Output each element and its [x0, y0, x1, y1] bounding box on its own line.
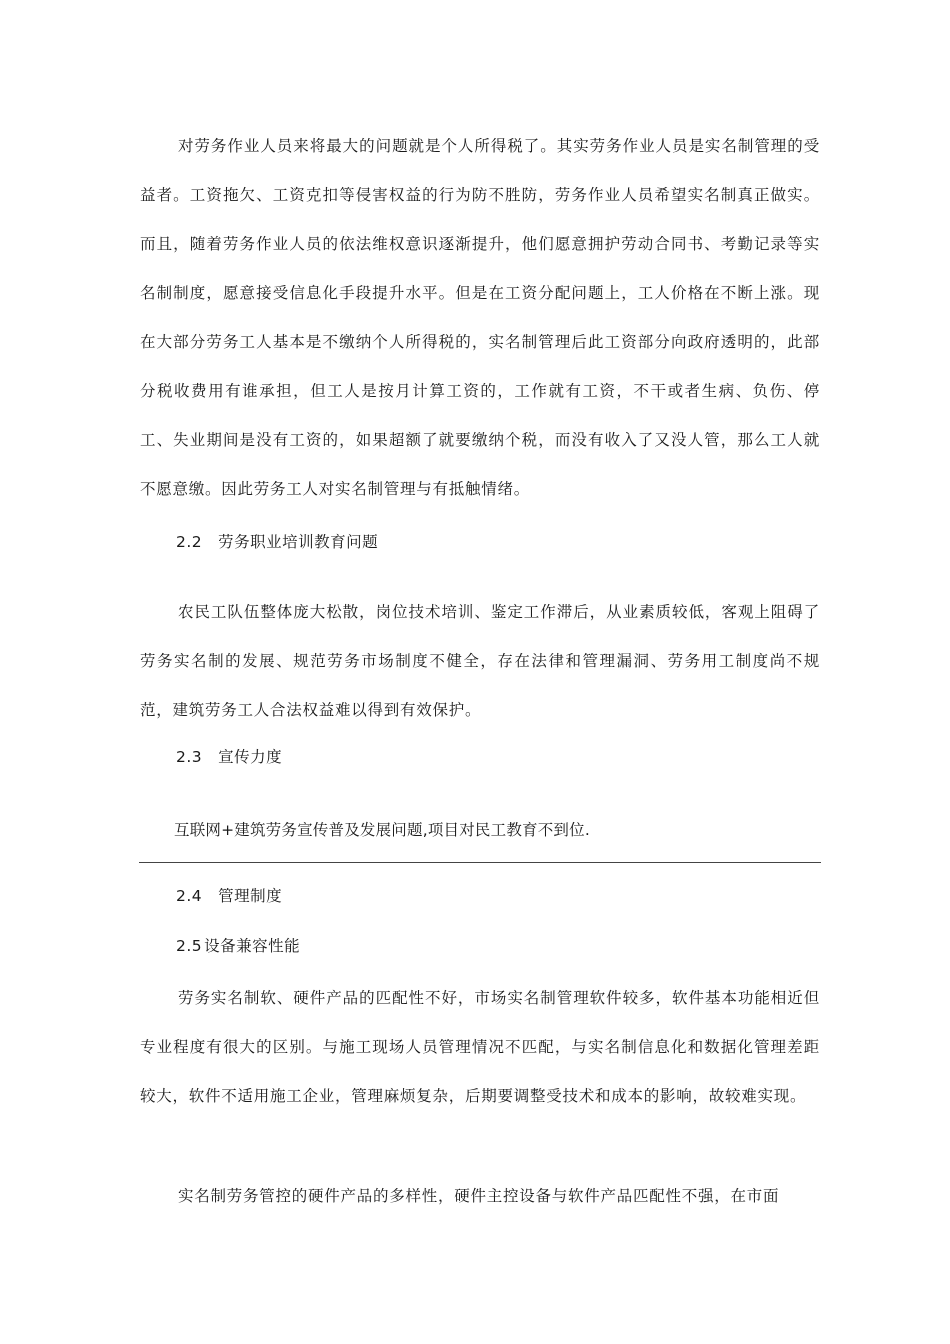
heading-2-5	[176, 936, 300, 956]
horizontal-divider	[139, 862, 821, 863]
paragraph-training: 农民工队伍整体庞大松散，岗位技术培训、鉴定工作滞后，从业素质较低，客观上阻碍了劳务实名制的发展、规范劳务市场制度不健全，存在法律和管理漏洞、劳务用工制度尚不规范，建筑劳务工人合法权益难以得到有效保护。	[140, 603, 820, 719]
paragraph-hardware: 实名制劳务管控的硬件产品的多样性，硬件主控设备与软件产品匹配性不强，在市面	[178, 1187, 780, 1205]
heading-number: 2.5	[176, 937, 203, 955]
heading-2-3	[176, 747, 282, 767]
heading-title: 管理制度	[218, 887, 283, 905]
heading-2-2	[176, 532, 378, 552]
paragraph-publicity: 互联网+建筑劳务宣传普及发展问题,项目对民工教育不到位.	[174, 821, 590, 839]
heading-number: 2.2	[176, 533, 203, 551]
heading-2-4	[176, 886, 282, 906]
heading-title: 劳务职业培训教育问题	[218, 533, 379, 551]
heading-title: 设备兼容性能	[204, 937, 301, 955]
paragraph-income-tax: 对劳务作业人员来将最大的问题就是个人所得税了。其实劳务作业人员是实名制管理的受益者。工资拖欠、工资克扣等侵害权益的行为防不胜防，劳务作业人员希望实名制真正做实。而且，随着劳务作业人员的依法维权意识逐渐提升，他们愿意拥护劳动合同书、考勤记录等实名制制度，愿意接受信息化手段提升水平。但是在工资分配问题上，工人价格在不断上涨。现在大部分劳务工人基本是不缴纳个人所得税的，实名制管理后此工资部分向政府透明的，此部分税收费用有谁承担，但工人是按月计算工资的，工作就有工资，不干或者生病、负伤、停工、失业期间是没有工资的，如果超额了就要缴纳个税，而没有收入了又没人管，那么工人就不愿意缴。因此劳务工人对实名制管理与有抵触情绪。	[140, 137, 820, 498]
heading-title: 宣传力度	[218, 748, 283, 766]
heading-number: 2.4	[176, 887, 203, 905]
heading-number: 2.3	[176, 748, 203, 766]
paragraph-compatibility: 劳务实名制软、硬件产品的匹配性不好，市场实名制管理软件较多，软件基本功能相近但专业程度有很大的区别。与施工现场人员管理情况不匹配，与实名制信息化和数据化管理差距较大，软件不适用施工企业，管理麻烦复杂，后期要调整受技术和成本的影响，故较难实现。	[140, 989, 820, 1105]
